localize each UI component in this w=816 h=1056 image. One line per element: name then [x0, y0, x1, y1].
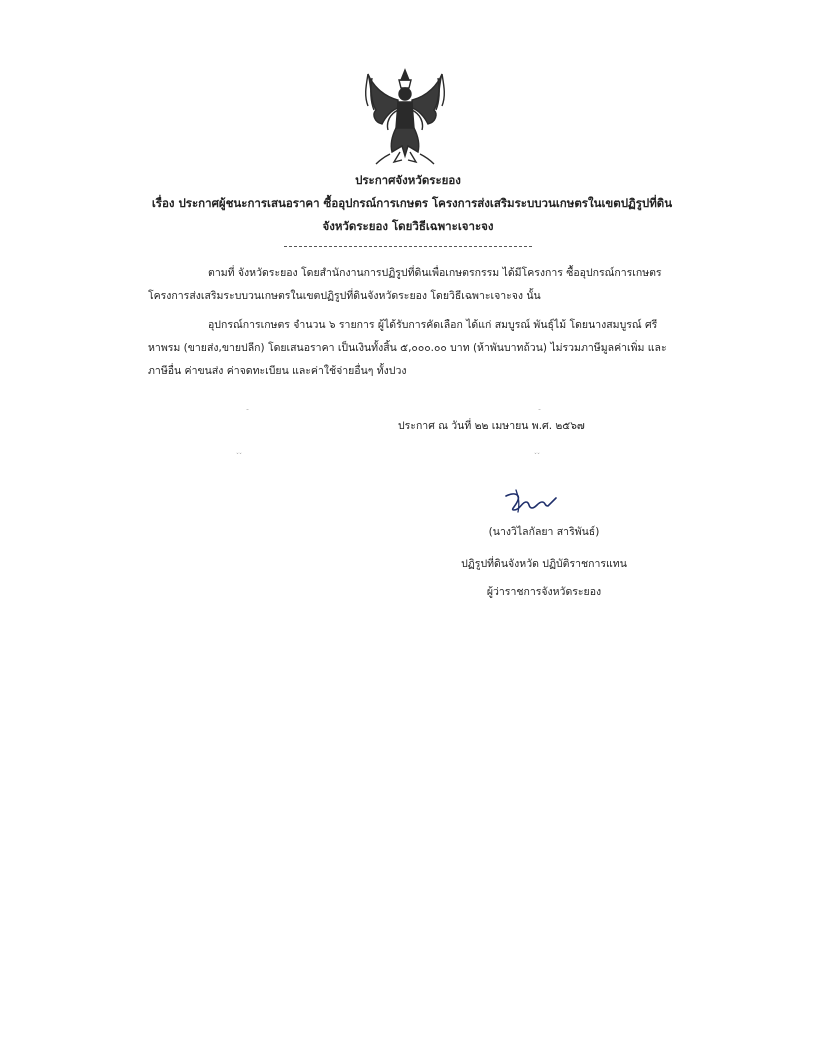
- announcement-date: ประกาศ ณ วันที่ ๒๒ เมษายน พ.ศ. ๒๕๖๗: [398, 420, 585, 432]
- separator-line: [284, 246, 532, 247]
- signatory-title-2: ผู้ว่าราชการจังหวัดระยอง: [486, 586, 602, 598]
- signatory-name: (นางวิไลกัลยา สาริพันธ์): [488, 526, 600, 538]
- signatory-title-1: ปฏิรูปที่ดินจังหวัด ปฏิบัติราชการแทน: [461, 558, 627, 570]
- announcement-subject-line2: จังหวัดระยอง โดยวิธีเฉพาะเจาะจง: [322, 219, 494, 233]
- announcement-authority: ประกาศจังหวัดระยอง: [355, 173, 461, 187]
- body-paragraph-1: ตามที่ จังหวัดระยอง โดยสำนักงานการปฏิรูปที่ดินเพื่อเกษตรกรรม ได้มีโครงการ ซื้ออุปกรณ์การเกษตร โครงการส่งเสริมระบบวนเกษตรในเขตปฏิรูปที่ดินจังหวัดระยอง โดยวิธีเฉพาะเจาะจง นั้น: [148, 267, 662, 302]
- scan-mark: ˇˇ: [534, 453, 540, 460]
- scan-mark: ˘: [538, 409, 541, 416]
- body-paragraph-2: อุปกรณ์การเกษตร จำนวน ๖ รายการ ผู้ได้รับการคัดเลือก ได้แก่ สมบูรณ์ พันธุ์ไม้ โดยนางสมบูรณ์ ศรีหาพรม (ขายส่ง,ขายปลีก) โดยเสนอราคา เป็นเงินทั้งสิ้น ๕,๐๐๐.๐๐ บาท (ห้าพันบาทถ้วน) ไม่รวมภาษีมูลค่าเพิ่ม และภาษีอื่น ค่าขนส่ง ค่าจดทะเบียน และค่าใช้จ่ายอื่นๆ ทั้งปวง: [148, 319, 667, 377]
- garuda-emblem-icon: [362, 66, 448, 166]
- scan-mark: ˘: [246, 409, 249, 416]
- scan-mark: ˇˇ: [236, 453, 242, 460]
- signature-mark: [500, 488, 560, 514]
- announcement-subject-line1: เรื่อง ประกาศผู้ชนะการเสนอราคา ซื้ออุปกรณ์การเกษตร โครงการส่งเสริมระบบวนเกษตรในเขตปฏิรูปที่ดิน: [151, 196, 673, 210]
